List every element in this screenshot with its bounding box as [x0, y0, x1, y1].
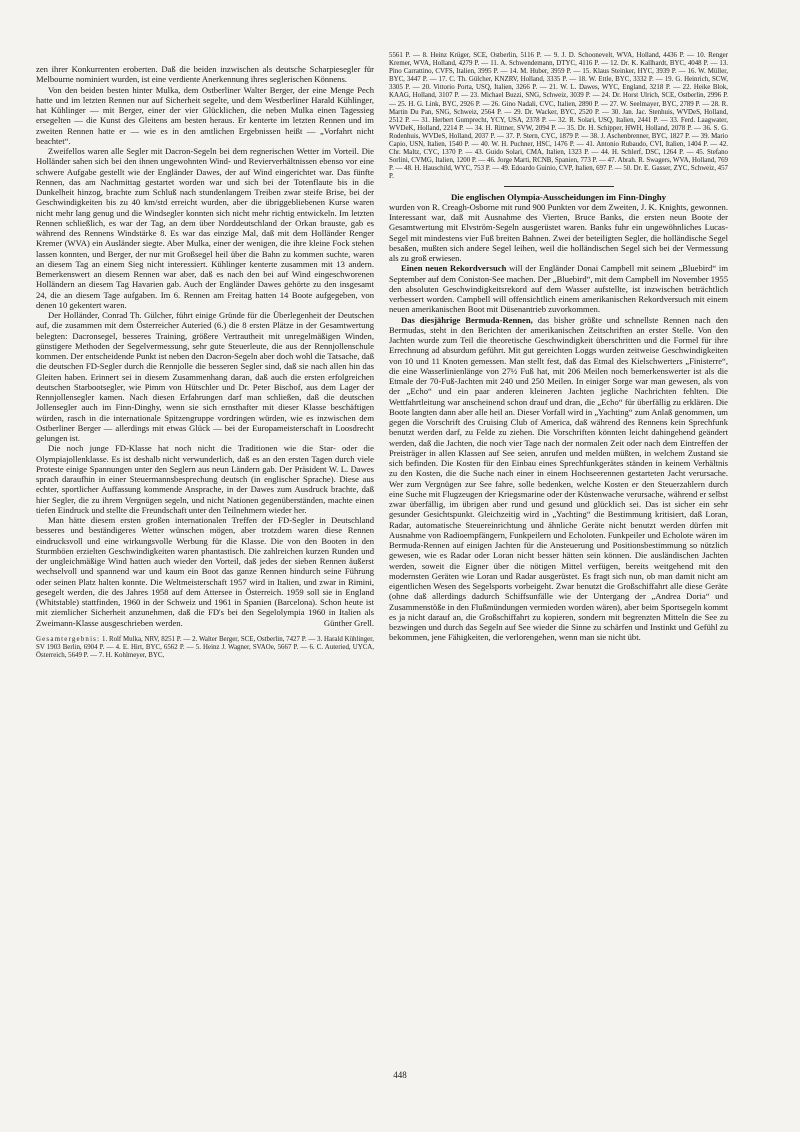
section-divider	[504, 186, 614, 187]
paragraph: Die noch junge FD-Klasse hat noch nicht die Traditionen wie die Star- oder die Olympiajollenklasse. Es ist deshalb nicht verwunderlich, daß es an den ersten Tagen durch viele Proteste einige Spannungen unter den Seglern aus neun Ländern gab. Der Präsident W. L. Dawes sprach daraufhin in einer Steuermannsbesprechung deutsch (in englischer Sprache). Diese aus echter, sportlicher Auffassung kommende Ansprache, in der Dawes zum Ausdruck brachte, daß hier Segler, die zu ihrem Vergnügen segeln, und nicht Nationen gegenüberständen, machte einen tiefen Eindruck und stellte die Freundschaft unter den Teilnehmern wieder her.	[36, 443, 374, 515]
paragraph	[389, 315, 728, 643]
paragraph-lead: Einen neuen Rekordversuch	[401, 263, 507, 274]
paragraph-with-signature	[36, 515, 374, 628]
page-number: 448	[393, 1070, 407, 1080]
results-label: Gesamtergebnis:	[36, 635, 101, 643]
results-text	[36, 636, 374, 660]
paragraph: Zweifellos waren alle Segler mit Dacron-Segeln bei dem regnerischen Wetter im Vorteil. Die Holländer sahen sich bei den ihnen ungewohnten Wind- und Revierverhältnissen ebenso vor eine schwere Aufgabe gestellt wie der Engländer Dawes, der auf Wind eingerichtet war. Das fünfte Rennen, das am Nachmittag gestartet worden war und sich bei der Totenflaute bis in die Dunkelheit hinzog, brachte zum Schluß nach stundenlangem Treiben zwar steife Brise, bei der Geschwindigkeiten bis zu 40 km/std erreicht wurden, aber die übriggebliebenen Kurse waren nicht mehr lang genug und die Windsegler konnten sich nicht mehr richtig entwickeln. Im letzten Rennen schließlich, es war der Tag, an dem über Norddeutschland der Orkan brauste, gab es während des Rennens Windstärke 8. Es war das einzige Mal, daß mit dem Holländer Renger Kremer (WVA) ein Ausländer siegte. Aber Mulka, einer der wenigen, die ihre kleine Fock stehen lassen konnten, und Berger, der nur mit Großsegel heil über die Bahn zu kommen suchte, waren an diesem Tag an einem Sieg nicht interessiert. Kühlinger kenterte zusammen mit 13 andern. Bemerkenswert an diesem Rennen war aber, daß es nach den bei auf Wind eingeschworenen Holländern an diesem Tag Havarien gab. Auch der Engländer Dawes gehörte zu den insgesamt 24, die an diesem Tage aufgaben. Im 6. Rennen am Freitag hatten 14 Boote aufgegeben, von denen 10 gekentert waren.	[36, 146, 374, 310]
paragraph-text: das bisher größte und schnellste Rennen nach den Bermudas, steht in den Berichten der amerikanischen Zeitschriften an erster Stelle. Von den Jachten wurde zum Teil die theoretische Geschwindigkeit überschritten und die Formel für ihre Errechnung ad absurdum geführt. Mit gut gereichten Loggs wurden zeitweise Geschwindigkeiten von 10 und 11 Knoten gemessen. Man stellt fest, daß das Etmal des Kielschwerters „Finisterre“, die eine Wasserlinienlänge von 27½ Fuß hat, mit 206 Meilen noch bemerkenswerter ist als die Etmale der 70-Fuß-Jachten mit 240 und 250 Meilen. In einiger Sorge war man gewesen, als von der „Echo“ und ein paar anderen kleineren Jachten jegliche Nachrichten fehlten. Die Wettfahrtleitung war anscheinend schon drauf und dran, die „Echo“ für überfällig zu erklären. Die Boote langten dann aber alle heil an. Dieser Vorfall wird in „Yachting“ zum Anlaß genommen, um gegen die Vorschrift des Cruising Club of America, daß während des Rennens kein Sprechfunk benutzt werden darf, zu Felde zu ziehen. Die Vorschriften könnten leicht dahingehend geändert werden, daß die Jachten, die noch vier Tage nach der normalen Zeit oder nach dem Eintreffen der Preisträger in allen Klassen auf See seien, anrufen und melden müßten, in welchem Zustand sie sich befinden. Die Kosten für den Einbau eines Sprechfunkgerätes ständen in keinem Verhältnis zu den Kosten, die die Suche nach einer in einem Hochseerennen gestarteten Jacht verursache. Wer zum Vergnügen zur See fahre, solle bedenken, welche Kosten er den Steuerzahlern durch eine Suche mit Flugzeugen der Kriegsmarine oder der Küstenwache verursache, während er selbst zwar überfällig, im übrigen aber rund und gesund und glücklich sei. Das ist sicher ein sehr gesunder Gesichtspunkt. Gleichzeitig wird in „Yachting“ die Bestimmung kritisiert, daß Loran, Radar, automatische Steuereinrichtung und ähnliche Geräte nicht benutzt werden dürfen mit Ausnahme von Radioempfängern, Funkpeilern und Echoloten. Funkpeiler und Echolote wären im Bermuda-Rennen auf einigen Jachten für die Ansteuerung und Positionsbestimmung so nützlich gewesen, wie es Radar oder Loran nicht besser hätten sein können. Die ausländischen Jachten werden, soweit die Eigner über die nötigen Mittel verfügen, bereits weitgehend mit den modernsten Geräten wie Loran und Radar ausgerüstet. Es fragt sich nun, ob man damit nicht am eigentlichen Wesen des Segelsports vorbeigeht. Zwar benutzt die Großschiffahrt alle diese Geräte (ohne daß allerdings dadurch Schiffsunfälle wie der Untergang der „Andrea Doria“ und Zusammenstöße in den Flußmündungen vermieden worden wären), aber beim Sportsegeln kommt es ja nicht darauf an, die Großschiffahrt zu kopieren, sondern mit begrenzten Mitteln die See zu bezwingen und durch das Segeln auf See wieder die Sinne zu schärfen und Instinkt und Gefühl zu bekommen, jene Fähigkeiten, die verlorengehen, wenn man sie nicht übt.	[389, 314, 729, 643]
left-column	[36, 64, 374, 660]
paragraph-lead: Das diesjährige Bermuda-Rennen,	[401, 314, 533, 325]
paragraph: Von den beiden besten hinter Mulka, dem Ostberliner Walter Berger, der eine Menge Pech hatte und im letzten Rennen nur auf Sicherheit segelte, und dem Westberliner Harald Kühlinger, hat Kühlinger — mit Berger, einer der vier Glücklichen, die neben Mulka einen Tagessieg ersegelten — die Kunst des Gleitens am besten heraus. Er kenterte im letzten Rennen und im zweiten Rennen hatte er — wie es in den amtlichen Ergebnissen heißt — „Vorfahrt nicht beachtet“.	[36, 84, 374, 146]
paragraph: zen ihrer Konkurrenten eroberten. Daß die beiden inzwischen als deutsche Scharpiesegler für Melbourne nominiert wurden, ist eine verdiente Anerkennung ihres seglerischen Könnens.	[36, 64, 374, 85]
paragraph-text: Man hätte diesem ersten großen internationalen Treffen der FD-Segler in Deutschland besseres und beständigeres Wetter wünschen mögen, aber trotzdem waren diese Rennen eindrucksvoll und eine wirkungsvolle Werbung für die Klasse. Die von den Booten in den Sturmböen erzielten Geschwindigkeiten waren phantastisch. Die zahlreichen kurzen Runden und der ungleichmäßige Wind hatten auch wieder den Vorteil, daß jedes der sieben Rennen äußerst wechselvoll und spannend war und kaum ein Boot das ganze Rennen hindurch seine Führung oder seinen Platz halten konnte. Die Weltmeisterschaft 1957 wird in Italien, und zwar in Rimini, gesegelt werden, die des Jahres 1958 auf dem Attersee in Österreich. 1959 soll sie in England (Whitstable) stattfinden, 1960 in der Schweiz und 1961 in Spanien (Barcelona). Schon heute ist mit ziemlicher Sicherheit anzunehmen, daß die FD's bei den Segelolympia 1960 in Italien als Zweimann-Klasse ausgeschrieben werden.	[36, 515, 374, 628]
paragraph: wurden von R. Creagh-Osborne mit rund 900 Punkten vor dem Zweiten, J. K. Knights, gewonnen. Interessant war, daß mit Ausnahme des Vierten, Bruce Banks, die ersten neun Boote der Gesamtwertung mit Elvström-Segeln ausgerüstet waren. Banks fuhr ein ungewöhnliches Lucas-Segel mit mindestens vier Fuß breiten Bahnen. Zwei der beteiligten Segler, die holländische Segel besaßen, mußten sich andere Segel leihen, weil die holländischen Segel sich bei der Vermessung als zu groß erwiesen.	[389, 201, 728, 263]
article-heading: Die englischen Olympia-Ausscheidungen im Finn-Dinghy	[450, 191, 667, 202]
results-continued-text: 5561 P. — 8. Heinz Krüger, SCE, Ostberlin, 5116 P. — 9. J. D. Schoonevelt, WVA, Holland, 4436 P. — 10. Renger Kremer, WVA, Holland, 4279 P. — 11. A. Schwendemann, DTYC, 4116 P. — 12. Dr. K. Kallhardt, BYC, 4048 P. — 13. Pino Carrattino, CVFS, Italien, 3995 P. — 14. M. Huber, 3959 P. — 15. Klaus Steinker, HYC, 3939 P. — 16. W. Müller, BYC, 3447 P. — 17. C. Th. Gülcher, KNZRV, Holland, 3335 P. — 18. W. Ettle, BYC, 3332 P. — 19. G. Heinrich, SCW, 3305 P. — 20. Vittorio Porta, USQ, Italien, 3266 P. — 21. W. L. Dawes, WYC, England, 3218 P. — 22. Heike Blok, KAAG, Holland, 3107 P. — 23. Michael Buzzi, SNG, Schweiz, 3039 P. — 24. Dr. Horst Ulrich, SCE, Ostberlin, 2996 P. — 25. H. G. Link, BYC, 2926 P. — 26. Gino Nadali, CVC, Italien, 2890 P. — 27. W. Seelmayer, BYC, 2789 P. — 28. R. Martin Du Pan, SNG, Schweiz, 2564 P. — 29. Dr. Wacker, BYC, 2520 P. — 30. Jan. Jac. Stenhuis, WVDeS, Holland, 2512 P. — 31. Herbert Gumprecht, YCY, USA, 2378 P. — 32. R. Solari, USQ, Italien, 2441 P. — 33. Ferd. Laagwater, WVDeK, Holland, 2214 P. — 34. H. Rittner, SVW, 2094 P. — 35. Dr. H. Schipper, HWH, Holland, 2078 P. — 36. S. G. Rodenhuis, WVDeS, Holland, 2037 P. — 37. P. Stern, CYC, 1879 P. — 38. J. Aschenbrenner, BYC, 1827 P. — 39. Mario Capio, USN, Italien, 1540 P. — 40. W. H. Puchner, HSC, 1476 P. — 41. Antonio Rubaudo, CVI, Italien, 1404 P. — 42. Chr. Maltz, CYC, 1370 P. — 43. Guido Solari, CMA, Italien, 1323 P. — 44. H. Schlerf, DSC, 1264 P. — 45. Stefano Sorlini, CVMG, Italien, 1200 P. — 46. Jorge Marti, RCNB, Spanien, 773 P. — 47. Abrah. R. Swagers, WVA, Holland, 769 P. — 48. H. Hauschild, WYC, 753 P. — 49. Edoardo Guinio, CVP, Italien, 697 P. — 50. Dr. E. Gasser, ZYC, Schweiz, 457 P.	[389, 52, 728, 181]
paragraph: Der Holländer, Conrad Th. Gülcher, führt einige Gründe für die Überlegenheit der Deutschen auf, die zusammen mit dem Österreicher Auteried (6.) die 8 ersten Plätze in der Gesamtwertung belegten: Dacronsegel, besseres Training, größere Vertrautheit mit unregelmäßigen Winden, günstigere Methoden der Segelvermessung, sehr gute Steuerleute, die aus der Rennjollenschule kommen. Der entscheidende Punkt ist neben den Dacron-Segeln aber doch wohl die Tatsache, daß die deutschen FD-Segler durch die Rennjolle die besseren Segler sind, daß sie nach allen hin das Gleiten haben. Erinnert sei in diesem Zusammenhang daran, daß auch die ersten erfolgreichen deutschen Starbootsegler, wie Pimm von Hütschler und Dr. Peter Bischof, aus dem Lager der Rennjollensegler kamen. Nach diesen Erfahrungen darf man schließen, daß die deutschen Jollensegler auch im Finn-Dinghy, wenn sie sich ernsthafter mit dieser Klasse beschäftigen würden, rasch in die internationale Spitzengruppe vordringen würden, wie es inzwischen dem Ostberliner Berger — allerdings mit etwas Glück — bei der Europameisterschaft in Loosdrecht gelungen ist.	[36, 310, 374, 443]
results-block	[36, 636, 374, 660]
results-continued	[389, 52, 728, 182]
right-column	[389, 52, 728, 643]
author-signature: Günther Grell.	[323, 617, 374, 628]
paragraph-text: will der Engländer Donai Campbell mit seinem „Bluebird“ im September auf dem Coniston-See machen. Der „Bluebird“, mit dem Campbell im November 1955 den absoluten Geschwindigkeitsrekord auf dem Wasser aufstellte, ist inzwischen beträchtlich verbessert worden. Campbell will offensichtlich einem amerikanischen Rekordversuch mit einem neuen amerikanischen Boot mit Düsenantrieb zuvorkommen.	[389, 263, 729, 315]
results-list: 1. Rolf Mulka, NRV, 8251 P. — 2. Walter Berger, SCE, Ostberlin, 7427 P. — 3. Harald Kühlinger, SV 1903 Berlin, 6904 P. — 4. E. Hirt, BYC, 6562 P. — 5. Heinz J. Wagner, SVAOe, 5667 P. — 6. C. Auteried, UYCA, Österreich, 5649 P. — 7. H. Kohlmeyer, BYC,	[36, 635, 374, 659]
paragraph	[389, 263, 728, 314]
